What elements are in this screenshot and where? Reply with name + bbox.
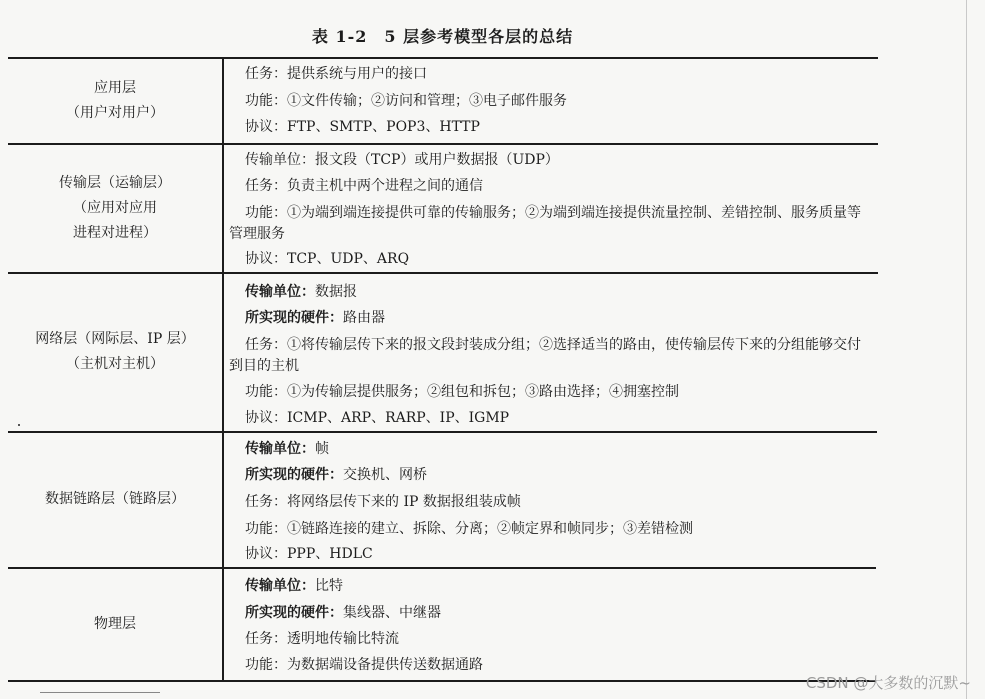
row-text: ①链路连接的建立、拆除、分离；②帧定界和帧同步；③差错检测 bbox=[287, 521, 693, 537]
row-text: ①文件传输；②访问和管理；③电子邮件服务 bbox=[287, 93, 567, 109]
row-text: 为数据端设备提供传送数据通路 bbox=[287, 657, 483, 673]
detail-row bbox=[245, 577, 343, 595]
detail-row bbox=[229, 203, 874, 245]
layer-name: 应用层 bbox=[94, 80, 136, 96]
row-text: 报文段（TCP）或用户数据报（UDP） bbox=[315, 152, 559, 168]
row-label: 功能： bbox=[245, 521, 287, 537]
detail-row bbox=[245, 309, 385, 327]
row-label: 所实现的硬件： bbox=[245, 467, 343, 483]
row-text: ICMP、ARP、RARP、IP、IGMP bbox=[287, 410, 510, 426]
detail-row bbox=[245, 656, 483, 674]
detail-row bbox=[245, 118, 480, 136]
row-label: 传输单位： bbox=[245, 441, 315, 457]
row-label: 所实现的硬件： bbox=[245, 605, 343, 621]
layer-name: 物理层 bbox=[94, 616, 136, 632]
detail-row bbox=[245, 383, 679, 401]
row-text: ①为传输层提供服务；②组包和拆包；③路由选择；④拥塞控制 bbox=[287, 384, 679, 400]
row-text: 负责主机中两个进程之间的通信 bbox=[287, 178, 483, 194]
detail-row bbox=[245, 440, 329, 458]
row-text: 比特 bbox=[315, 578, 343, 594]
row-text: 帧 bbox=[315, 441, 329, 457]
row-label: 任务： bbox=[245, 631, 287, 647]
row-text: PPP、HDLC bbox=[287, 546, 373, 562]
row-text: 数据报 bbox=[315, 284, 357, 300]
layer-subtitle: （主机对主机） bbox=[66, 356, 164, 372]
layer-name: 网络层（网际层、IP 层） bbox=[35, 331, 195, 347]
row-label: 任务： bbox=[245, 494, 287, 510]
row-label: 所实现的硬件： bbox=[245, 310, 343, 326]
layer-subtitle: （用户对用户） bbox=[66, 105, 164, 121]
row-label: 任务： bbox=[245, 66, 287, 82]
layer-subtitle: （应用对应用 bbox=[73, 199, 157, 216]
row-label: 功能： bbox=[245, 205, 287, 221]
layer-name: 传输层（运输层） bbox=[59, 174, 171, 191]
row-label: 功能： bbox=[245, 93, 287, 109]
detail-row bbox=[245, 65, 427, 83]
row-text: 交换机、网桥 bbox=[343, 467, 427, 483]
row-text: 提供系统与用户的接口 bbox=[287, 66, 427, 82]
layer-name-cell bbox=[8, 273, 222, 431]
row-label: 传输单位： bbox=[245, 578, 315, 594]
row-label: 协议： bbox=[245, 546, 287, 562]
scan-speck bbox=[18, 424, 20, 426]
detail-row bbox=[245, 409, 509, 427]
detail-row bbox=[245, 466, 427, 484]
detail-row bbox=[229, 335, 874, 377]
row-label: 协议： bbox=[245, 410, 287, 426]
layer-name-cell bbox=[8, 432, 222, 567]
row-label: 协议： bbox=[245, 119, 287, 135]
row-text: ①为端到端连接提供可靠的传输服务；②为端到端连接提供流量控制、差错控制、服务质量等管理服务 bbox=[229, 205, 861, 242]
column-divider bbox=[222, 58, 224, 680]
row-text: FTP、SMTP、POP3、HTTP bbox=[287, 119, 480, 135]
detail-row bbox=[245, 545, 373, 563]
watermark: CSDN @大多数的沉默~ bbox=[805, 674, 971, 692]
row-label: 传输单位： bbox=[245, 284, 315, 300]
page-edge bbox=[966, 0, 967, 699]
detail-row bbox=[245, 151, 559, 169]
layer-name-cell bbox=[8, 59, 222, 143]
table-bottom-rule bbox=[8, 680, 876, 682]
row-text: 路由器 bbox=[343, 310, 385, 326]
row-text: 透明地传输比特流 bbox=[287, 631, 399, 647]
row-label: 传输单位： bbox=[245, 152, 315, 168]
row-text: 集线器、中继器 bbox=[343, 605, 441, 621]
row-label: 任务： bbox=[245, 178, 287, 194]
row-label: 功能： bbox=[245, 384, 287, 400]
row-text: ①将传输层传下来的报文段封装成分组；②选择适当的路由，使传输层传下来的分组能够交付到目的主机 bbox=[229, 337, 861, 374]
layer-name-cell bbox=[8, 144, 222, 272]
row-text: TCP、UDP、ARQ bbox=[287, 251, 410, 267]
layer-name-cell bbox=[8, 569, 222, 680]
detail-row bbox=[245, 250, 409, 268]
detail-row bbox=[245, 283, 357, 301]
table-title: 表 1-2 5 层参考模型各层的总结 bbox=[311, 27, 574, 46]
row-text: 将网络层传下来的 IP 数据报组装成帧 bbox=[287, 494, 521, 510]
scan-speck bbox=[40, 692, 160, 693]
row-label: 任务： bbox=[245, 337, 287, 353]
layer-name: 数据链路层（链路层） bbox=[45, 491, 185, 507]
row-label: 协议： bbox=[245, 251, 287, 267]
detail-row bbox=[245, 493, 521, 511]
detail-row bbox=[245, 92, 567, 110]
layer-subtitle: 进程对进程） bbox=[73, 224, 157, 241]
detail-row bbox=[245, 520, 693, 538]
row-label: 功能： bbox=[245, 657, 287, 673]
detail-row bbox=[245, 177, 483, 195]
detail-row bbox=[245, 604, 441, 622]
detail-row bbox=[245, 630, 399, 648]
